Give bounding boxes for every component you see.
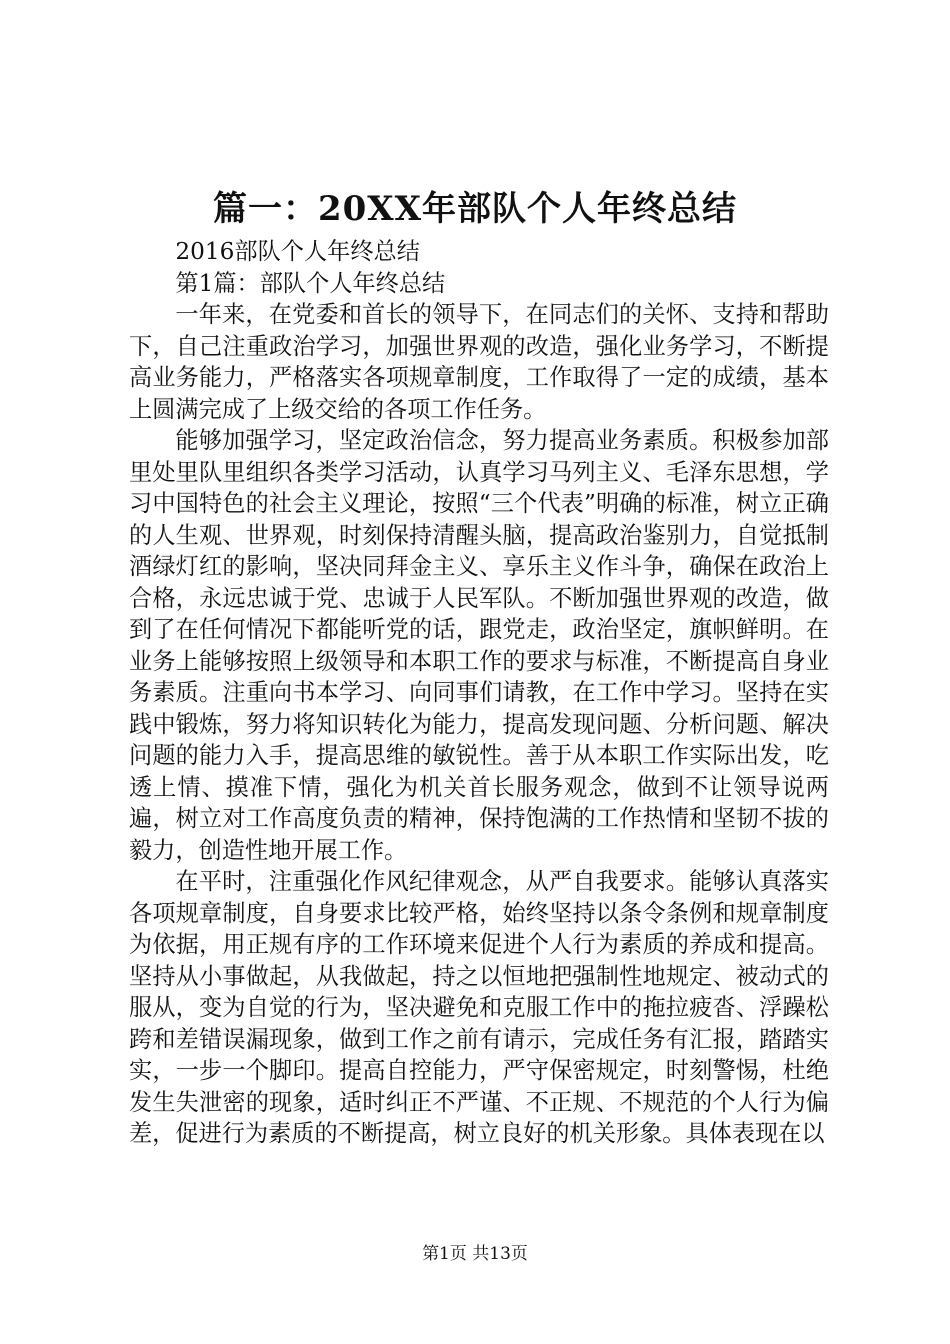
document-body: [129, 236, 829, 1150]
page-footer: 第1页 共13页: [422, 1244, 528, 1264]
paragraph-2: 能够加强学习，坚定政治信念，努力提高业务素质。积极参加部里处里队里组织各类学习活动，认真学习马列主义、毛泽东思想，学习中国特色的社会主义理论，按照“三个代表”明确的标准，树立正确的人生观、世界观，时刻保持清醒头脑，提高政治鉴别力，自觉抵制酒绿灯红的影响，坚决同拜金主义、享乐主义作斗争，确保在政治上合格，永远忠诚于党、忠诚于人民军队。不断加强世界观的改造，做到了在任何情况下都能听党的话，跟党走，政治坚定，旗帜鲜明。在业务上能够按照上级领导和本职工作的要求与标准，不断提高自身业务素质。注重向书本学习、向同事们请教，在工作中学习。坚持在实践中锻炼，努力将知识转化为能力，提高发现问题、分析问题、解决问题的能力入手，提高思维的敏锐性。善于从本职工作实际出发，吃透上情、摸准下情，强化为机关首长服务观念，做到不让领导说两遍，树立对工作高度负责的精神，保持饱满的工作热情和坚韧不拔的毅力，创造性地开展工作。: [129, 427, 829, 864]
subtitle-line: 2016部队个人年终总结: [175, 238, 420, 265]
paragraph-1: 一年来，在党委和首长的领导下，在同志们的关怀、支持和帮助下，自己注重政治学习，加强世界观的改造，强化业务学习，不断提高业务能力，严格落实各项规章制度，工作取得了一定的成绩，基本上圆满完成了上级交给的各项工作任务。: [129, 301, 829, 423]
section-heading: 第1篇：部队个人年终总结: [175, 269, 446, 297]
paragraph-3: 在平时，注重强化作风纪律观念，从严自我要求。能够认真落实各项规章制度，自身要求比较严格，始终坚持以条令条例和规章制度为依据，用正规有序的工作环境来促进个人行为素质的养成和提高。坚持从小事做起，从我做起，持之以恒地把强制性地规定、被动式的服从，变为自觉的行为，坚决避免和克服工作中的拖拉疲沓、浮躁松跨和差错误漏现象，做到工作之前有请示，完成任务有汇报，踏踏实实，一步一个脚印。提高自控能力，严守保密规定，时刻警惕，杜绝发生失泄密的现象，适时纠正不严谨、不正规、不规范的个人行为偏差，促进行为素质的不断提高，树立良好的机关形象。具体表现在以: [129, 868, 829, 1147]
document-title: 篇一：20XX年部队个人年终总结: [212, 189, 738, 229]
